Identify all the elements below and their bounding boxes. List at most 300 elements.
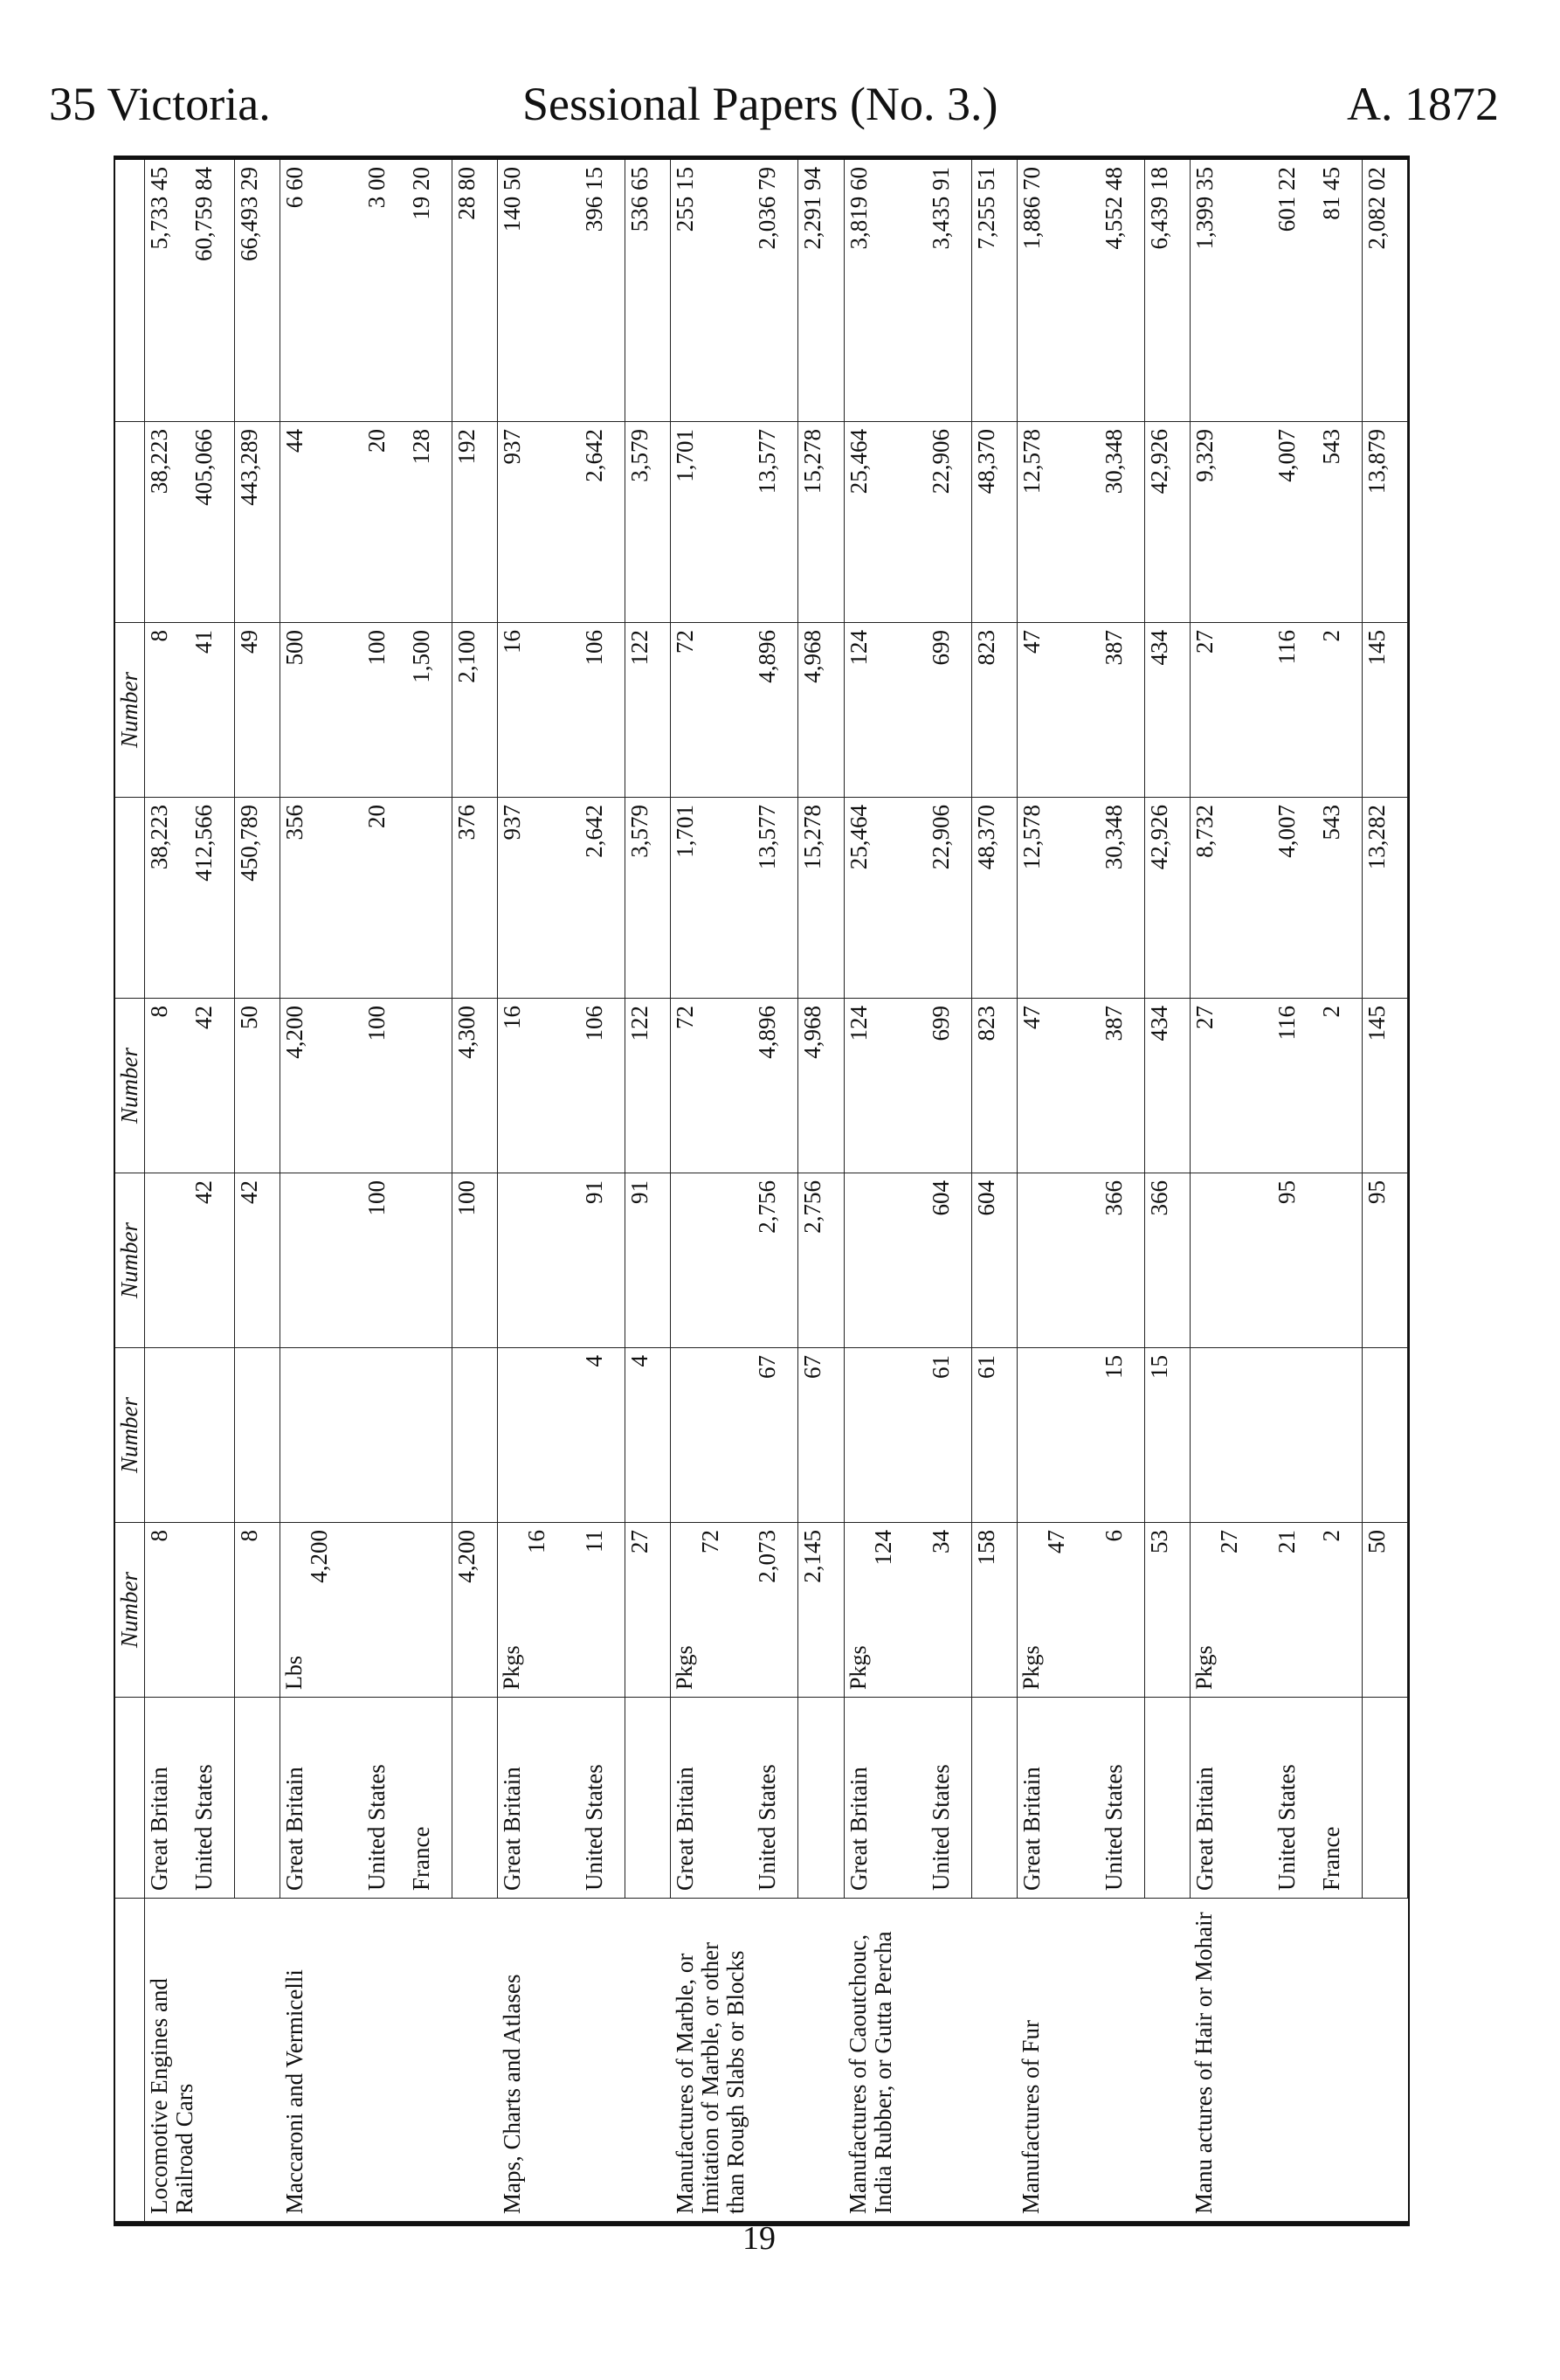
value-cell	[844, 1523, 926, 1698]
value-text: 124	[845, 1006, 872, 1041]
country-cell: Great Britain	[671, 1698, 753, 1899]
value-cell	[844, 1173, 926, 1348]
value-text: 22,906	[927, 429, 954, 495]
value-text: 699	[927, 1006, 954, 1041]
unit-label: Lbs	[281, 1656, 307, 1690]
value-cell	[362, 1523, 407, 1698]
total-cell: 4,200	[452, 1523, 498, 1698]
total-cell: 376	[452, 798, 498, 999]
col-header	[115, 1899, 145, 2222]
value-cell	[1317, 1348, 1362, 1523]
value-cell	[753, 1348, 797, 1523]
total-cell	[235, 1348, 280, 1523]
value-cell	[844, 422, 926, 623]
value-cell	[927, 1348, 971, 1523]
value-text: 2,756	[754, 1180, 781, 1234]
value-text: 4,200	[306, 1530, 333, 1583]
total-cell: 450,789	[235, 798, 280, 999]
value-cell	[1273, 1523, 1317, 1698]
value-cell	[280, 1173, 362, 1348]
value-cell	[407, 1173, 452, 1348]
col-header	[115, 422, 145, 623]
value-text: 106	[581, 630, 608, 666]
value-text: 2,642	[581, 429, 608, 482]
value-text: 8	[146, 630, 173, 642]
col-header	[115, 798, 145, 999]
value-cell	[280, 798, 362, 999]
value-text: 30,348	[1100, 805, 1127, 870]
value-cell	[1273, 422, 1317, 623]
total-cell: 145	[1362, 999, 1407, 1173]
value-cell	[1017, 623, 1099, 798]
value-cell	[190, 999, 234, 1173]
value-cell	[671, 1173, 753, 1348]
value-text: 41	[190, 630, 217, 654]
value-cell	[1190, 999, 1272, 1173]
value-cell	[753, 422, 797, 623]
unit-label: Pkgs	[672, 1645, 698, 1690]
country-cell: France	[407, 1698, 452, 1899]
value-text: 106	[581, 1006, 608, 1041]
total-cell: 95	[1362, 1173, 1407, 1348]
value-text: 116	[1273, 1006, 1300, 1041]
value-cell	[145, 1523, 190, 1698]
value-text: 16	[499, 630, 526, 654]
value-text: 13,577	[754, 429, 781, 495]
value-cell	[498, 422, 580, 623]
value-cell	[1017, 999, 1099, 1173]
value-cell	[407, 160, 452, 422]
country-cell: Great Britain	[1017, 1698, 1099, 1899]
total-label-cell	[235, 1698, 280, 1899]
value-cell	[844, 623, 926, 798]
value-cell	[927, 160, 971, 422]
value-text: 27	[1191, 1006, 1218, 1029]
value-cell	[671, 1523, 753, 1698]
total-cell: 42	[235, 1173, 280, 1348]
value-cell	[1017, 1173, 1099, 1348]
value-cell	[844, 999, 926, 1173]
value-cell	[190, 623, 234, 798]
value-cell	[1273, 623, 1317, 798]
value-text: 47	[1018, 1006, 1045, 1029]
value-cell	[844, 160, 926, 422]
total-cell: 6,439 18	[1144, 160, 1190, 422]
value-cell	[1317, 999, 1362, 1173]
value-cell	[671, 999, 753, 1173]
value-text: 8	[146, 1530, 173, 1542]
value-cell	[1017, 798, 1099, 999]
value-cell	[671, 160, 753, 422]
value-cell	[498, 1523, 580, 1698]
country-cell: Great Britain	[1190, 1698, 1272, 1899]
value-cell	[407, 1523, 452, 1698]
value-text: 67	[754, 1355, 781, 1379]
page-number: 19	[742, 2220, 776, 2257]
value-text: 100	[363, 1180, 390, 1216]
unit-label: Pkgs	[499, 1645, 525, 1690]
total-cell: 434	[1144, 623, 1190, 798]
total-label-cell	[452, 1698, 498, 1899]
value-text: 124	[845, 630, 872, 666]
value-cell	[1100, 422, 1144, 623]
value-cell	[1017, 1348, 1099, 1523]
total-cell: 8	[235, 1523, 280, 1698]
value-text: 60,759 84	[190, 167, 217, 261]
value-cell	[671, 623, 753, 798]
value-text: 2	[1317, 1006, 1344, 1018]
value-cell	[1190, 798, 1272, 999]
article-name: Manu actures of Hair or Mohair	[1190, 1899, 1407, 2222]
value-cell	[407, 999, 452, 1173]
value-cell	[190, 1523, 234, 1698]
value-text: 38,223	[146, 805, 173, 870]
value-cell	[1273, 1173, 1317, 1348]
value-cell	[1190, 1348, 1272, 1523]
value-cell	[1100, 999, 1144, 1173]
value-cell	[145, 798, 190, 999]
value-cell	[362, 422, 407, 623]
total-cell: 66,493 29	[235, 160, 280, 422]
value-text: 128	[408, 429, 435, 465]
total-cell: 434	[1144, 999, 1190, 1173]
value-cell	[190, 1173, 234, 1348]
value-cell	[145, 623, 190, 798]
table-row	[1017, 160, 1099, 2222]
value-text: 412,566	[190, 805, 217, 882]
col-header: Number	[115, 1173, 145, 1348]
value-text: 12,578	[1018, 429, 1045, 495]
country-cell: Great Britain	[145, 1698, 190, 1899]
total-cell: 15,278	[798, 422, 844, 623]
value-text: 387	[1100, 630, 1127, 666]
value-cell	[498, 1173, 580, 1348]
value-text: 47	[1042, 1530, 1069, 1553]
value-cell	[1017, 160, 1099, 422]
value-text: 1,500	[408, 630, 435, 683]
total-cell: 604	[971, 1173, 1017, 1348]
value-cell	[927, 798, 971, 999]
value-cell	[190, 160, 234, 422]
country-cell: United States	[362, 1698, 407, 1899]
col-header: Number	[115, 999, 145, 1173]
value-text: 4,552 48	[1100, 167, 1127, 250]
table-row	[671, 160, 753, 2222]
value-text: 91	[581, 1180, 608, 1204]
country-cell: France	[1317, 1698, 1362, 1899]
value-text: 4,007	[1273, 805, 1300, 858]
total-cell	[1362, 1348, 1407, 1523]
value-cell	[580, 1173, 625, 1348]
value-cell	[280, 1523, 362, 1698]
value-cell	[1100, 798, 1144, 999]
value-cell	[190, 1348, 234, 1523]
value-cell	[753, 1523, 797, 1698]
value-text: 61	[927, 1355, 954, 1379]
value-text: 16	[523, 1530, 550, 1553]
total-cell: 2,291 94	[798, 160, 844, 422]
value-cell	[1190, 1523, 1272, 1698]
value-text: 13,577	[754, 805, 781, 870]
value-text: 2	[1317, 630, 1344, 642]
header-center: Sessional Papers (No. 3.)	[522, 78, 998, 130]
value-text: 2,642	[581, 805, 608, 858]
unit-label: Pkgs	[845, 1645, 871, 1690]
country-cell: Great Britain	[280, 1698, 362, 1899]
value-text: 72	[696, 1530, 723, 1553]
value-cell	[671, 1348, 753, 1523]
total-cell: 3,579	[625, 798, 671, 999]
value-text: 15	[1100, 1355, 1127, 1379]
value-cell	[580, 999, 625, 1173]
value-cell	[145, 422, 190, 623]
value-text: 47	[1018, 630, 1045, 654]
value-cell	[145, 1348, 190, 1523]
value-text: 8,732	[1191, 805, 1218, 858]
value-cell	[580, 1523, 625, 1698]
value-cell	[407, 623, 452, 798]
value-cell	[1317, 1173, 1362, 1348]
value-cell	[1190, 160, 1272, 422]
total-cell: 13,282	[1362, 798, 1407, 999]
value-text: 1,399 35	[1191, 167, 1218, 250]
value-cell	[407, 1348, 452, 1523]
total-cell: 15,278	[798, 798, 844, 999]
value-cell	[407, 798, 452, 999]
value-cell	[671, 798, 753, 999]
value-cell	[580, 1348, 625, 1523]
value-text: 12,578	[1018, 805, 1045, 870]
col-header	[115, 1698, 145, 1899]
country-cell: United States	[190, 1698, 234, 1899]
value-cell	[362, 160, 407, 422]
total-cell: 91	[625, 1173, 671, 1348]
value-text: 2,073	[754, 1530, 781, 1583]
value-cell	[1017, 422, 1099, 623]
value-text: 42	[190, 1180, 217, 1204]
value-text: 6 60	[281, 167, 308, 209]
table-row	[145, 160, 190, 2222]
value-text: 11	[581, 1530, 608, 1553]
value-cell	[1273, 160, 1317, 422]
table-row	[844, 160, 926, 2222]
value-cell	[671, 422, 753, 623]
article-name: Manufactures of Marble, or Imitation of Marble, or other than Rough Slabs or Blocks	[671, 1899, 844, 2222]
value-text: 2,036 79	[754, 167, 781, 250]
value-text: 4,200	[281, 1006, 308, 1059]
value-cell	[362, 623, 407, 798]
value-cell	[280, 422, 362, 623]
unit-label: Pkgs	[1018, 1645, 1044, 1690]
value-text: 25,464	[845, 805, 872, 870]
value-cell	[580, 798, 625, 999]
value-cell	[280, 999, 362, 1173]
value-cell	[844, 1348, 926, 1523]
value-text: 27	[1191, 630, 1218, 654]
value-text: 19 20	[408, 167, 435, 220]
article-name: Manufactures of Fur	[1017, 1899, 1190, 2222]
value-cell	[362, 1348, 407, 1523]
value-cell	[498, 160, 580, 422]
total-cell: 122	[625, 999, 671, 1173]
value-text: 8	[146, 1006, 173, 1018]
value-text: 543	[1317, 429, 1344, 465]
total-cell: 49	[235, 623, 280, 798]
value-text: 5,733 45	[146, 167, 173, 250]
value-cell	[927, 1173, 971, 1348]
total-label-cell	[1362, 1698, 1407, 1899]
country-cell: United States	[1100, 1698, 1144, 1899]
country-cell: United States	[927, 1698, 971, 1899]
value-cell	[498, 999, 580, 1173]
value-text: 2	[1317, 1530, 1344, 1542]
total-cell: 192	[452, 422, 498, 623]
total-cell: 48,370	[971, 422, 1017, 623]
value-text: 38,223	[146, 429, 173, 495]
total-cell: 15	[1144, 1348, 1190, 1523]
rotated-table	[114, 156, 1410, 2226]
table-row	[1190, 160, 1272, 2222]
header-left: 35 Victoria.	[49, 78, 271, 130]
value-text: 16	[499, 1006, 526, 1029]
value-cell	[280, 160, 362, 422]
article-name: Maps, Charts and Atlases	[498, 1899, 671, 2222]
total-cell: 50	[1362, 1523, 1407, 1698]
country-cell: Great Britain	[844, 1698, 926, 1899]
value-text: 1,701	[672, 429, 699, 482]
value-cell	[498, 623, 580, 798]
total-cell: 13,879	[1362, 422, 1407, 623]
value-cell	[190, 798, 234, 999]
value-cell	[498, 1348, 580, 1523]
total-cell: 7,255 51	[971, 160, 1017, 422]
value-text: 72	[672, 630, 699, 654]
value-cell	[1317, 798, 1362, 999]
value-cell	[844, 798, 926, 999]
value-text: 405,066	[190, 429, 217, 506]
value-cell	[1317, 1523, 1362, 1698]
value-text: 116	[1273, 630, 1300, 665]
table-row	[280, 160, 362, 2222]
article-name: Locomotive Engines and Railroad Cars	[145, 1899, 280, 2222]
value-cell	[362, 999, 407, 1173]
total-cell: 67	[798, 1348, 844, 1523]
value-cell	[1273, 798, 1317, 999]
value-cell	[1317, 422, 1362, 623]
value-cell	[190, 422, 234, 623]
value-cell	[1017, 1523, 1099, 1698]
value-text: 4,007	[1273, 429, 1300, 482]
total-cell: 145	[1362, 623, 1407, 798]
value-text: 6	[1100, 1530, 1127, 1542]
total-cell: 4,300	[452, 999, 498, 1173]
value-text: 20	[363, 429, 390, 453]
total-cell: 536 65	[625, 160, 671, 422]
value-cell	[362, 1173, 407, 1348]
total-label-cell	[625, 1698, 671, 1899]
total-cell: 158	[971, 1523, 1017, 1698]
value-text: 42	[190, 1006, 217, 1029]
total-cell: 3,579	[625, 422, 671, 623]
value-cell	[1100, 160, 1144, 422]
value-cell	[1100, 623, 1144, 798]
col-header: Number	[115, 1348, 145, 1523]
value-cell	[1100, 1523, 1144, 1698]
total-cell: 823	[971, 999, 1017, 1173]
import-table	[115, 159, 1408, 2222]
value-cell	[145, 999, 190, 1173]
value-cell	[1273, 999, 1317, 1173]
value-text: 1,701	[672, 805, 699, 858]
value-cell	[927, 422, 971, 623]
total-cell: 27	[625, 1523, 671, 1698]
value-cell	[927, 999, 971, 1173]
value-cell	[407, 422, 452, 623]
total-cell: 366	[1144, 1173, 1190, 1348]
value-text: 4	[581, 1355, 608, 1367]
total-label-cell	[798, 1698, 844, 1899]
value-cell	[753, 623, 797, 798]
value-cell	[927, 1523, 971, 1698]
value-cell	[753, 798, 797, 999]
value-text: 34	[927, 1530, 954, 1553]
value-text: 356	[281, 805, 308, 841]
rotated-table-inner	[115, 160, 1408, 2222]
total-cell: 4,968	[798, 999, 844, 1173]
total-cell: 53	[1144, 1523, 1190, 1698]
unit-label: Pkgs	[1191, 1645, 1217, 1690]
total-cell: 2,756	[798, 1173, 844, 1348]
total-cell: 2,082 02	[1362, 160, 1407, 422]
value-cell	[1100, 1173, 1144, 1348]
value-cell	[362, 798, 407, 999]
value-cell	[498, 798, 580, 999]
total-cell: 61	[971, 1348, 1017, 1523]
value-text: 500	[281, 630, 308, 666]
value-cell	[1273, 1348, 1317, 1523]
value-text: 140 50	[499, 167, 526, 232]
total-cell: 4,968	[798, 623, 844, 798]
value-cell	[1317, 160, 1362, 422]
total-cell: 50	[235, 999, 280, 1173]
total-cell: 2,100	[452, 623, 498, 798]
value-text: 937	[499, 805, 526, 841]
value-text: 387	[1100, 1006, 1127, 1041]
value-cell	[280, 623, 362, 798]
value-cell	[145, 1173, 190, 1348]
value-cell	[1317, 623, 1362, 798]
value-cell	[145, 160, 190, 422]
total-cell: 823	[971, 623, 1017, 798]
article-name: Manufactures of Caoutchouc, India Rubber, or Gutta Percha	[844, 1899, 1017, 2222]
total-label-cell	[971, 1698, 1017, 1899]
value-text: 4,896	[754, 1006, 781, 1059]
value-cell	[753, 160, 797, 422]
value-cell	[1190, 422, 1272, 623]
value-text: 9,329	[1191, 429, 1218, 482]
value-text: 21	[1273, 1530, 1300, 1553]
value-text: 3,435 91	[927, 167, 954, 250]
total-cell: 28 80	[452, 160, 498, 422]
value-text: 72	[672, 1006, 699, 1029]
total-cell: 42,926	[1144, 798, 1190, 999]
total-label-cell	[1144, 1698, 1190, 1899]
value-text: 396 15	[581, 167, 608, 232]
value-text: 20	[363, 805, 390, 828]
value-cell	[753, 1173, 797, 1348]
value-text: 1,886 70	[1018, 167, 1045, 250]
value-text: 3,819 60	[845, 167, 872, 250]
